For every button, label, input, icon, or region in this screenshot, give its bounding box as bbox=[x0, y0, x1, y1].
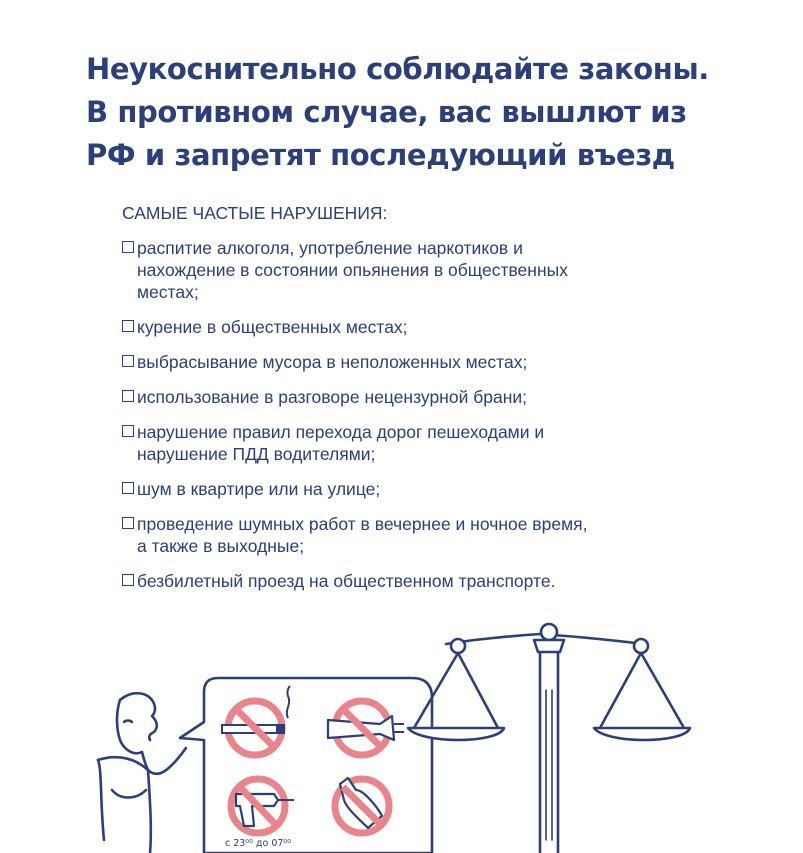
no-loud-horn-icon bbox=[328, 701, 404, 755]
checkbox-icon bbox=[122, 574, 134, 586]
drill-caption: с 23⁰⁰ до 07⁰⁰ bbox=[224, 838, 292, 849]
checkbox-icon bbox=[122, 482, 134, 494]
list-item bbox=[122, 513, 722, 557]
checkbox-icon bbox=[122, 425, 134, 437]
title-line-3: РФ и запретят последующий въезд bbox=[86, 138, 675, 172]
list-item-text: курение в общественных местах; bbox=[137, 317, 408, 337]
illustration bbox=[0, 615, 803, 853]
checkbox-icon bbox=[122, 517, 134, 529]
list-item bbox=[122, 478, 722, 500]
list-item bbox=[122, 351, 722, 373]
checkbox-icon bbox=[122, 355, 134, 367]
list-item-text: нарушение правил перехода дорог пешеходами и нарушение ПДД водителями; bbox=[137, 422, 545, 464]
list-item-text: шум в квартире или на улице; bbox=[137, 479, 381, 499]
no-night-drilling-icon bbox=[225, 779, 294, 849]
no-alcohol-icon bbox=[335, 778, 389, 833]
list-item bbox=[122, 316, 722, 338]
list-item bbox=[122, 421, 722, 465]
list-item bbox=[122, 570, 722, 592]
list-item-text: распитие алкоголя, употребление наркотиков и нахождение в состоянии опьянения в общественных местах; bbox=[137, 238, 568, 302]
scales-of-justice-icon bbox=[408, 624, 690, 853]
title-line-1: Неукоснительно соблюдайте законы. bbox=[86, 52, 709, 86]
checkbox-icon bbox=[122, 390, 134, 402]
page-title bbox=[86, 48, 766, 177]
speech-bubble bbox=[180, 678, 432, 853]
list-item-text: проведение шумных работ в вечернее и ночное время, а также в выходные; bbox=[137, 514, 588, 556]
list-item-text: безбилетный проезд на общественном транспорте. bbox=[137, 571, 556, 591]
violations-list bbox=[122, 202, 722, 605]
list-subheading: САМЫЕ ЧАСТЫЕ НАРУШЕНИЯ: bbox=[122, 203, 388, 223]
list-item bbox=[122, 386, 722, 408]
checkbox-icon bbox=[122, 320, 134, 332]
title-line-2: В противном случае, вас вышлют из bbox=[86, 95, 687, 129]
no-smoking-icon bbox=[222, 686, 290, 755]
list-item bbox=[122, 237, 722, 303]
checkbox-icon bbox=[122, 241, 134, 253]
list-item-text: выбрасывание мусора в неположенных местах; bbox=[137, 352, 528, 372]
list-item-text: использование в разговоре нецензурной брани; bbox=[137, 387, 528, 407]
man-figure-icon bbox=[98, 693, 186, 853]
